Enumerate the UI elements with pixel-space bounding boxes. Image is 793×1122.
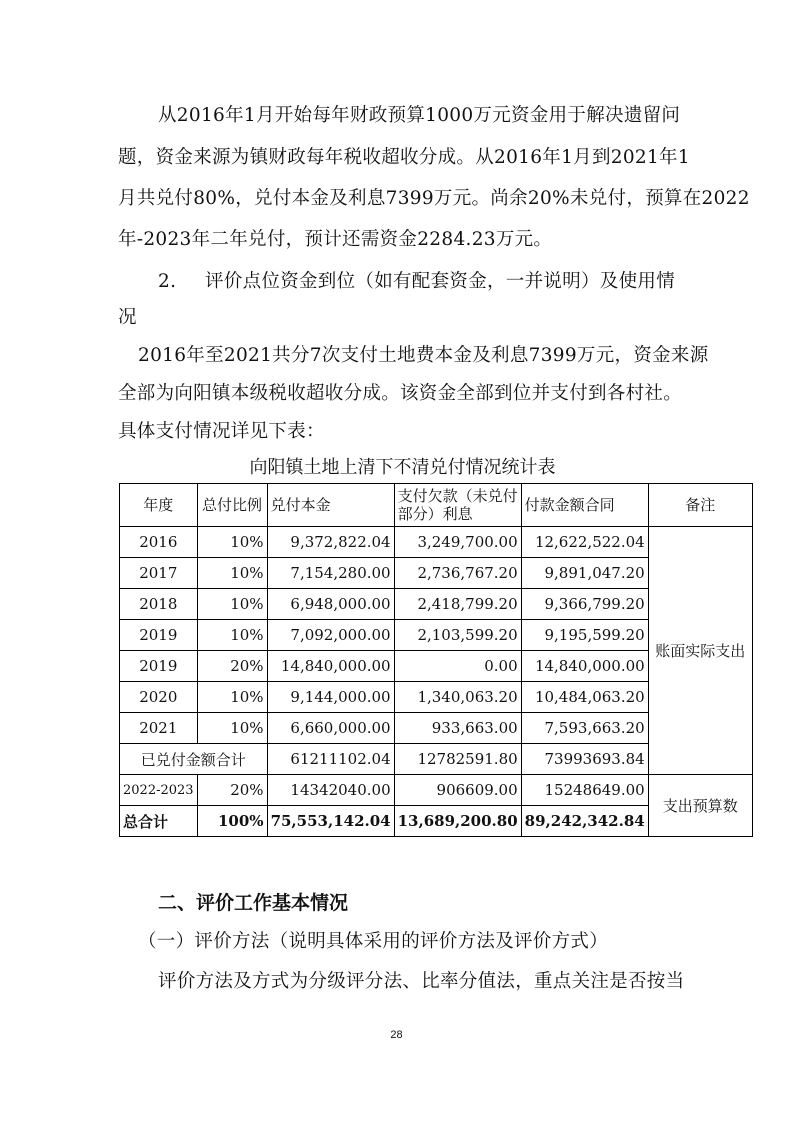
cell-amount: 10,484,063.20 (521, 682, 648, 713)
cell-interest: 0.00 (394, 651, 521, 682)
total-interest: 13,689,200.80 (394, 806, 521, 837)
budget-row (120, 775, 753, 806)
cell-ratio: 10% (197, 527, 267, 558)
paragraph-1-line-2: 题，资金来源为镇财政每年税收超收分成。从2016年1月到2021年1 (118, 147, 690, 168)
budget-interest: 906609.00 (394, 775, 521, 806)
cell-interest: 3,249,700.00 (394, 527, 521, 558)
cell-principal: 6,948,000.00 (267, 589, 394, 620)
payment-statistics-table (119, 483, 753, 837)
paragraph-3-line-3: 具体支付情况详见下表： (118, 421, 325, 442)
paragraph-3-line-1: 2016年至2021共分7次支付土地费本金及利息7399万元，资金来源 (138, 345, 709, 366)
cell-ratio: 10% (197, 682, 267, 713)
cell-year: 2020 (120, 682, 198, 713)
cell-year: 2021 (120, 713, 198, 744)
cell-interest: 2,103,599.20 (394, 620, 521, 651)
budget-ratio: 20% (197, 775, 267, 806)
item-2-line-2: 况 (118, 307, 137, 328)
cell-interest: 2,418,799.20 (394, 589, 521, 620)
header-interest: 支付欠款（未兑付部分）利息 (394, 484, 521, 527)
cell-principal: 9,144,000.00 (267, 682, 394, 713)
cell-amount: 12,622,522.04 (521, 527, 648, 558)
cell-interest: 933,663.00 (394, 713, 521, 744)
table-caption: 向阳镇土地上清下不清兑付情况统计表 (249, 457, 556, 478)
cell-amount: 9,366,799.20 (521, 589, 648, 620)
cell-year: 2019 (120, 620, 198, 651)
cell-year: 2016 (120, 527, 198, 558)
cell-principal: 7,154,280.00 (267, 558, 394, 589)
paragraph-1-line-1: 从2016年1月开始每年财政预算1000万元资金用于解决遗留问 (158, 105, 681, 126)
cell-amount: 7,593,663.20 (521, 713, 648, 744)
cell-amount: 9,195,599.20 (521, 620, 648, 651)
paragraph-1-line-3: 月共兑付80%，兑付本金及利息7399万元。尚余20%未兑付，预算在2022 (118, 188, 750, 209)
header-principal: 兑付本金 (267, 484, 394, 527)
cell-ratio: 10% (197, 620, 267, 651)
subtotal-label: 已兑付金额合计 (120, 744, 268, 775)
subsection-heading: （一）评价方法（说明具体采用的评价方法及评价方式） (138, 931, 609, 952)
total-amount: 89,242,342.84 (521, 806, 648, 837)
header-ratio: 总付比例 (197, 484, 267, 527)
cell-ratio: 10% (197, 558, 267, 589)
section-text-line: 评价方法及方式为分级评分法、比率分值法，重点关注是否按当 (158, 971, 685, 992)
cell-principal: 14,840,000.00 (267, 651, 394, 682)
total-ratio: 100% (197, 806, 267, 837)
cell-amount: 9,891,047.20 (521, 558, 648, 589)
paragraph-1-line-4: 年-2023年二年兑付，预计还需资金2284.23万元。 (118, 229, 553, 250)
table-header-row (120, 484, 753, 527)
subtotal-interest: 12782591.80 (394, 744, 521, 775)
total-principal: 75,553,142.04 (267, 806, 394, 837)
subtotal-amount: 73993693.84 (521, 744, 648, 775)
cell-principal: 7,092,000.00 (267, 620, 394, 651)
cell-ratio: 20% (197, 651, 267, 682)
cell-year: 2019 (120, 651, 198, 682)
subtotal-principal: 61211102.04 (267, 744, 394, 775)
item-number: 2. (158, 271, 177, 292)
table-row (120, 527, 753, 558)
total-label: 总合计 (120, 806, 198, 837)
item-2-line-1: 评价点位资金到位（如有配套资金，一并说明）及使用情 (205, 271, 676, 292)
cell-ratio: 10% (197, 589, 267, 620)
cell-interest: 1,340,063.20 (394, 682, 521, 713)
budget-year: 2022-2023 (120, 775, 198, 806)
header-year: 年度 (120, 484, 198, 527)
cell-year: 2018 (120, 589, 198, 620)
budget-amount: 15248649.00 (521, 775, 648, 806)
header-amount: 付款金额合同 (521, 484, 648, 527)
section-heading: 二、评价工作基本情况 (158, 892, 349, 914)
header-note: 备注 (648, 484, 752, 527)
cell-year: 2017 (120, 558, 198, 589)
paragraph-3-line-2: 全部为向阳镇本级税收超收分成。该资金全部到位并支付到各村社。 (118, 383, 683, 404)
note-paid-cell: 账面实际支出 (648, 527, 752, 775)
page-number: 28 (390, 1029, 403, 1041)
cell-ratio: 10% (197, 713, 267, 744)
budget-principal: 14342040.00 (267, 775, 394, 806)
cell-principal: 9,372,822.04 (267, 527, 394, 558)
cell-amount: 14,840,000.00 (521, 651, 648, 682)
note-budget-cell: 支出预算数 (648, 775, 752, 837)
cell-principal: 6,660,000.00 (267, 713, 394, 744)
cell-interest: 2,736,767.20 (394, 558, 521, 589)
